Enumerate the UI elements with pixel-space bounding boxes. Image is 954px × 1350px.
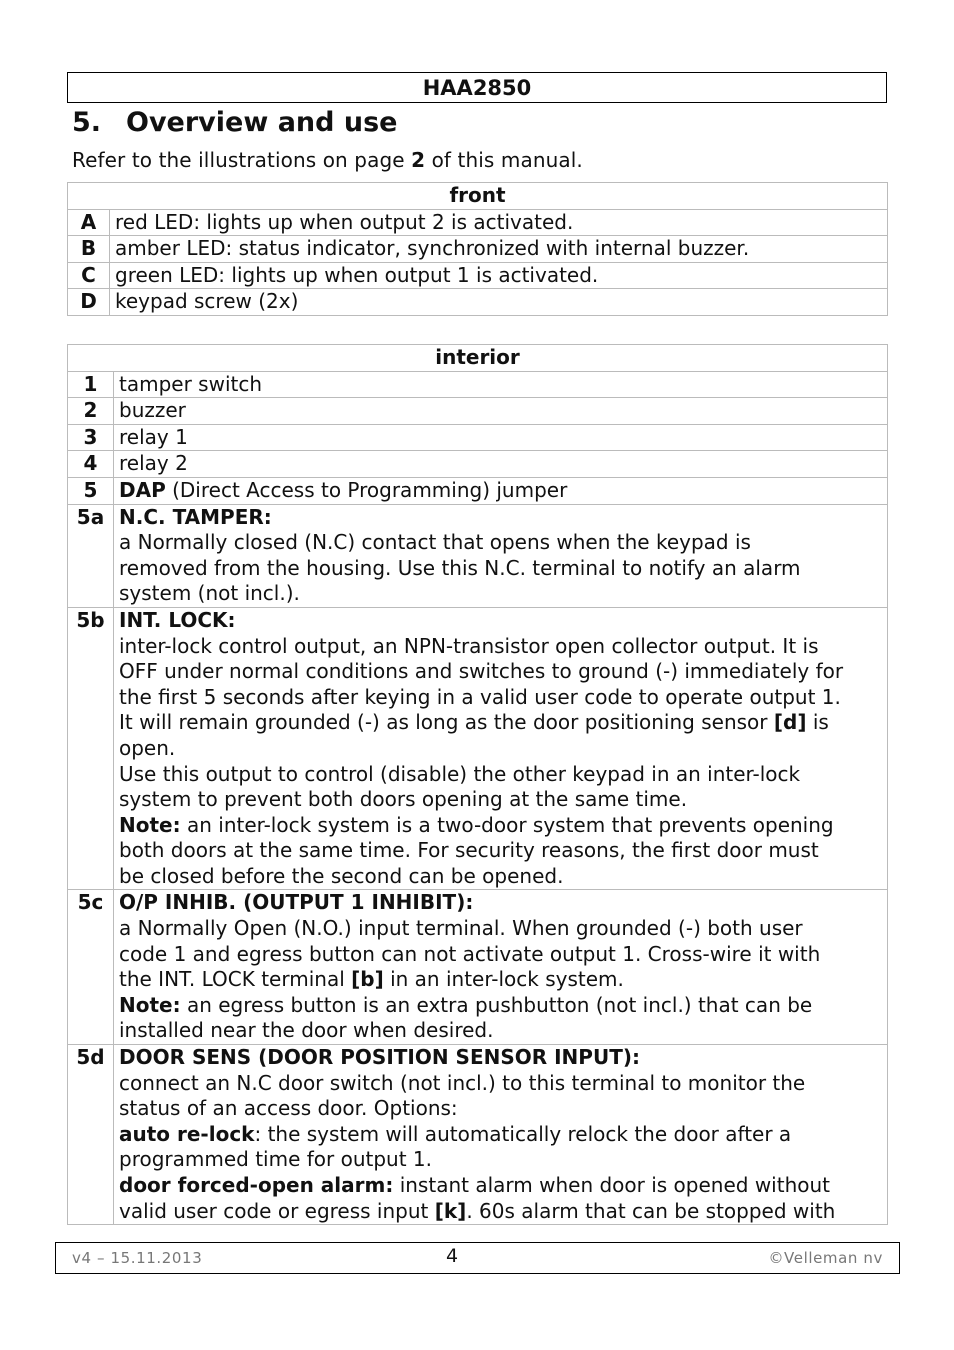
row-text bbox=[114, 1045, 888, 1225]
model-header: HAA2850 bbox=[67, 72, 887, 103]
row-heading bbox=[119, 505, 882, 531]
row-text: keypad screw (2x) bbox=[110, 289, 888, 316]
text-fragment: an egress button is an extra pushbutton (not incl.) that can be bbox=[180, 992, 813, 1017]
text-line: removed from the housing. Use this N.C. terminal to notify an alarm bbox=[119, 555, 801, 580]
text-fragment: in an inter-lock system. bbox=[383, 967, 624, 992]
heading-text: INT. LOCK: bbox=[119, 607, 236, 632]
text-line: Use this output to control (disable) the other keypad in an inter-lock bbox=[119, 761, 801, 786]
text-line bbox=[119, 1199, 882, 1225]
heading-text: O/P INHIB. (OUTPUT 1 INHIBIT): bbox=[119, 890, 474, 915]
text-fragment: the INT. LOCK terminal bbox=[119, 967, 352, 992]
row-text: amber LED: status indicator, synchronized with internal buzzer. bbox=[110, 236, 888, 263]
text-line: be closed before the second can be opened. bbox=[119, 863, 564, 888]
table-row-5a bbox=[68, 504, 888, 607]
table-row bbox=[68, 262, 888, 289]
row-key: 5b bbox=[68, 607, 114, 890]
option-line bbox=[119, 1173, 882, 1199]
table-row bbox=[68, 477, 888, 504]
front-table bbox=[67, 182, 888, 316]
front-table-title: front bbox=[68, 183, 888, 210]
row-key: 5c bbox=[68, 890, 114, 1045]
page-footer bbox=[55, 1242, 900, 1274]
dap-label: DAP bbox=[119, 477, 166, 502]
row-text: relay 1 bbox=[114, 424, 888, 451]
section-title-text: Overview and use bbox=[126, 107, 398, 138]
reference-label: [d] bbox=[773, 710, 807, 735]
intro-before: Refer to the illustrations on page bbox=[72, 148, 412, 172]
text-fragment: valid user code or egress input bbox=[119, 1198, 435, 1223]
row-text: green LED: lights up when output 1 is activated. bbox=[110, 262, 888, 289]
text-fragment: instant alarm when door is opened without bbox=[393, 1173, 831, 1197]
text-line: installed near the door when desired. bbox=[119, 1018, 494, 1043]
row-key: B bbox=[68, 236, 110, 263]
row-key: 5a bbox=[68, 504, 114, 607]
text-fragment: : the system will automatically relock the door after a bbox=[254, 1121, 792, 1146]
section-title bbox=[72, 104, 397, 142]
heading-text: N.C. TAMPER: bbox=[119, 504, 272, 529]
row-text bbox=[114, 477, 888, 504]
row-key: 1 bbox=[68, 371, 114, 398]
text-line bbox=[119, 710, 882, 736]
interior-header-row bbox=[68, 345, 888, 372]
text-line bbox=[119, 967, 882, 993]
row-key: 5d bbox=[68, 1045, 114, 1225]
text-fragment: is bbox=[806, 710, 829, 735]
option-line bbox=[119, 1122, 882, 1148]
reference-label: [b] bbox=[351, 967, 384, 992]
text-fragment: an inter-lock system is a two-door system that prevents opening bbox=[180, 812, 834, 837]
row-key: 4 bbox=[68, 451, 114, 478]
intro-text bbox=[72, 146, 583, 174]
row-text: buzzer bbox=[114, 398, 888, 425]
text-line: system (not incl.). bbox=[119, 581, 300, 606]
text-fragment: It will remain grounded (-) as long as the door positioning sensor bbox=[119, 710, 774, 735]
table-row bbox=[68, 289, 888, 316]
text-line: OFF under normal conditions and switches to ground (-) immediately for bbox=[119, 659, 844, 684]
interior-table bbox=[67, 344, 888, 1225]
row-key: 5 bbox=[68, 477, 114, 504]
table-row bbox=[68, 236, 888, 263]
option-label: auto re-lock bbox=[119, 1121, 255, 1146]
row-text bbox=[114, 890, 888, 1045]
table-row-5c bbox=[68, 890, 888, 1045]
footer-page-number: 4 bbox=[446, 1245, 459, 1267]
text-line: both doors at the same time. For security reasons, the first door must bbox=[119, 838, 819, 863]
table-row bbox=[68, 209, 888, 236]
row-text: tamper switch bbox=[114, 371, 888, 398]
row-text bbox=[114, 607, 888, 890]
row-text: red LED: lights up when output 2 is activated. bbox=[110, 209, 888, 236]
interior-table-title: interior bbox=[68, 345, 888, 372]
intro-after: of this manual. bbox=[425, 148, 583, 172]
note-label: Note: bbox=[119, 812, 181, 837]
text-line: code 1 and egress button can not activate output 1. Cross-wire it with bbox=[119, 941, 821, 966]
table-row-5d bbox=[68, 1045, 888, 1225]
table-row-5b bbox=[68, 607, 888, 890]
text-fragment: . 60s alarm that can be stopped with bbox=[466, 1198, 836, 1223]
text-line: a Normally closed (N.C) contact that opens when the keypad is bbox=[119, 530, 751, 555]
intro-page-ref: 2 bbox=[411, 148, 426, 172]
row-key: C bbox=[68, 262, 110, 289]
dap-text: (Direct Access to Programming) jumper bbox=[165, 477, 568, 502]
row-key: 2 bbox=[68, 398, 114, 425]
footer-version: v4 – 15.11.2013 bbox=[72, 1249, 203, 1267]
text-line: system to prevent both doors opening at the same time. bbox=[119, 787, 688, 812]
table-row bbox=[68, 398, 888, 425]
row-heading bbox=[119, 890, 882, 916]
table-row bbox=[68, 371, 888, 398]
note-line bbox=[119, 813, 882, 839]
row-key: D bbox=[68, 289, 110, 316]
heading-text: DOOR SENS (DOOR POSITION SENSOR INPUT): bbox=[119, 1045, 640, 1070]
row-heading bbox=[119, 608, 882, 634]
option-label: door forced-open alarm: bbox=[119, 1173, 394, 1197]
section-number: 5. bbox=[72, 107, 102, 138]
table-row bbox=[68, 424, 888, 451]
footer-copyright: ©Velleman nv bbox=[768, 1249, 883, 1267]
table-row bbox=[68, 451, 888, 478]
text-line: the first 5 seconds after keying in a valid user code to operate output 1. bbox=[119, 684, 841, 709]
reference-label: [k] bbox=[434, 1198, 467, 1223]
row-text: relay 2 bbox=[114, 451, 888, 478]
note-line bbox=[119, 993, 882, 1019]
text-line: a Normally Open (N.O.) input terminal. When grounded (-) both user bbox=[119, 916, 803, 941]
text-line: programmed time for output 1. bbox=[119, 1147, 433, 1172]
note-label: Note: bbox=[119, 992, 181, 1017]
front-header-row bbox=[68, 183, 888, 210]
text-line: inter-lock control output, an NPN-transistor open collector output. It is bbox=[119, 633, 819, 658]
text-line: connect an N.C door switch (not incl.) to this terminal to monitor the bbox=[119, 1070, 806, 1095]
row-text bbox=[114, 504, 888, 607]
text-line: status of an access door. Options: bbox=[119, 1096, 458, 1121]
row-key: 3 bbox=[68, 424, 114, 451]
row-key: A bbox=[68, 209, 110, 236]
text-line: open. bbox=[119, 735, 176, 760]
row-heading bbox=[119, 1045, 882, 1071]
